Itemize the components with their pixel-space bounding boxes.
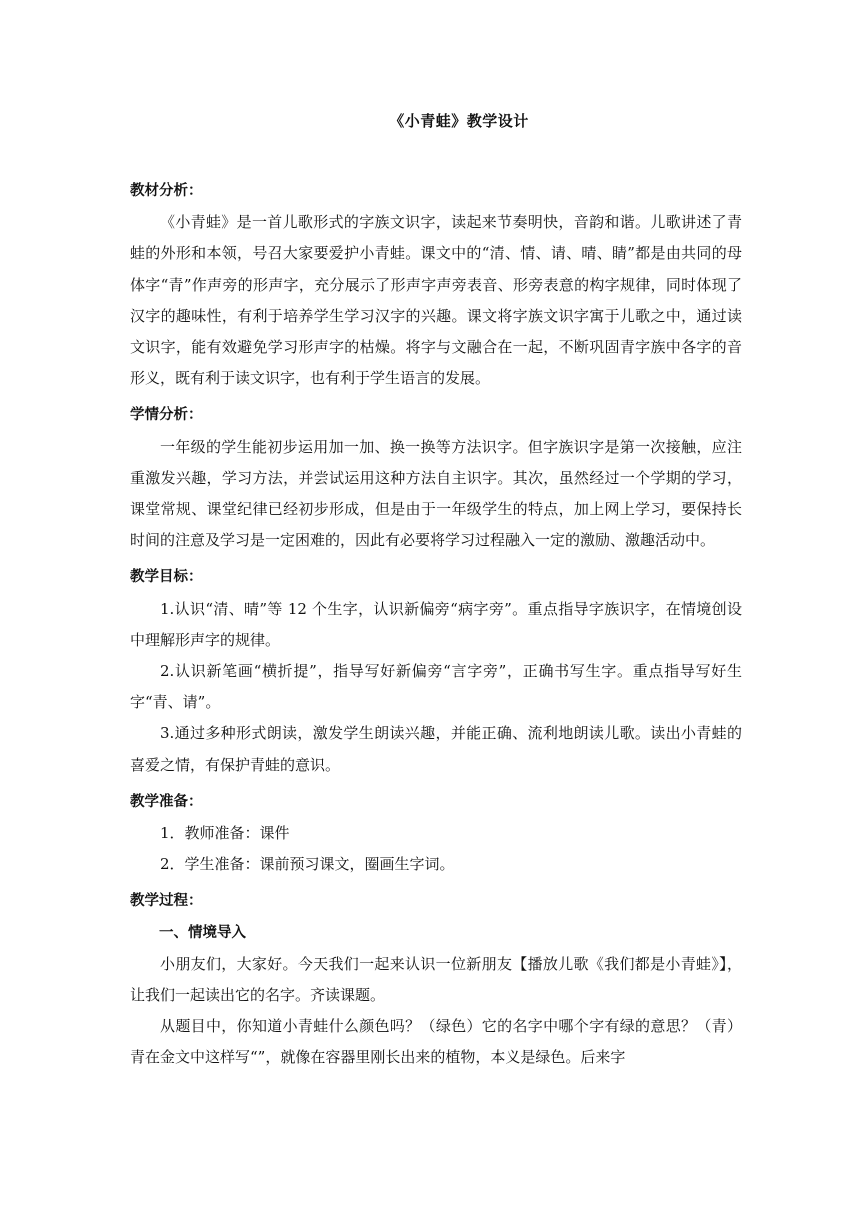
paragraph-process-2: 从题目中，你知道小青蛙什么颜色吗？（绿色）它的名字中哪个字有绿的意思？（青）青在金文中这样写“”，就像在容器里刚长出来的植物，本义是绿色。后来字 [130,1017,742,1067]
section-heading-goals: 教学目标： [130,569,203,586]
section-heading-preparation: 教学准备： [130,793,203,810]
preparation-item-2: 2．学生准备：课前预习课文，圈画生字词。 [160,855,455,874]
page-title: 《小青蛙》教学设计 [389,112,529,130]
paragraph-students: 一年级的学生能初步运用加一加、换一换等方法识字。但字族识字是第一次接触，应注重激发兴趣，学习方法，并尝试运用这种方法自主识字。其次，虽然经过一个学期的学习，课堂常规、课堂纪律已经初步形成，但是由于一年级学生的特点，加上网上学习，要保持长时间的注意及学习是一定困难的，因此有必要将学习过程融入一定的激励、激趣活动中。 [130,437,742,550]
section-heading-material: 教材分析： [130,183,203,199]
paragraph-material: 《小青蛙》是一首儿歌形式的字族文识字，读起来节奏明快，音韵和谐。儿歌讲述了青蛙的外形和本领，号召大家要爱护小青蛙。课文中的“清、情、请、晴、睛”都是由共同的母体字“青”作声旁的形声字，充分展示了形声字声旁表音、形旁表意的构字规律，同时体现了汉字的趣味性，有利于培养学生学习汉字的兴趣。课文将字族文识字寓于儿歌之中，通过读文识字，能有效避免学习形声字的枯燥。将字与文融合在一起，不断巩固青字族中各字的音形义，既有利于读文识字，也有利于学生语言的发展。 [130,213,742,388]
document-body [130,176,742,1074]
section-heading-students: 学情分析： [130,407,203,424]
paragraph-process-1: 小朋友们，大家好。今天我们一起来认识一位新朋友【播放儿歌《我们都是小青蛙》】，让我们一起读出它的名字。齐读课题。 [130,954,742,1005]
goal-item-2: 2.认识新笔画“横折提”，指导写好新偏旁“言字旁”，正确书写生字。重点指导写好生字“青、请”。 [130,662,742,712]
section-heading-process: 教学过程： [130,893,203,910]
process-subheading: 一、情境导入 [159,924,246,941]
preparation-item-1: 1．教师准备：课件 [160,824,290,843]
goal-item-1: 1.认识“清、晴”等 12 个生字，认识新偏旁“病字旁”。重点指导字族识字，在情境创设中理解形声字的规律。 [130,599,742,649]
goal-item-3: 3.通过多种形式朗读，激发学生朗读兴趣，并能正确、流利地朗读儿歌。读出小青蛙的喜爱之情，有保护青蛙的意识。 [130,724,742,774]
